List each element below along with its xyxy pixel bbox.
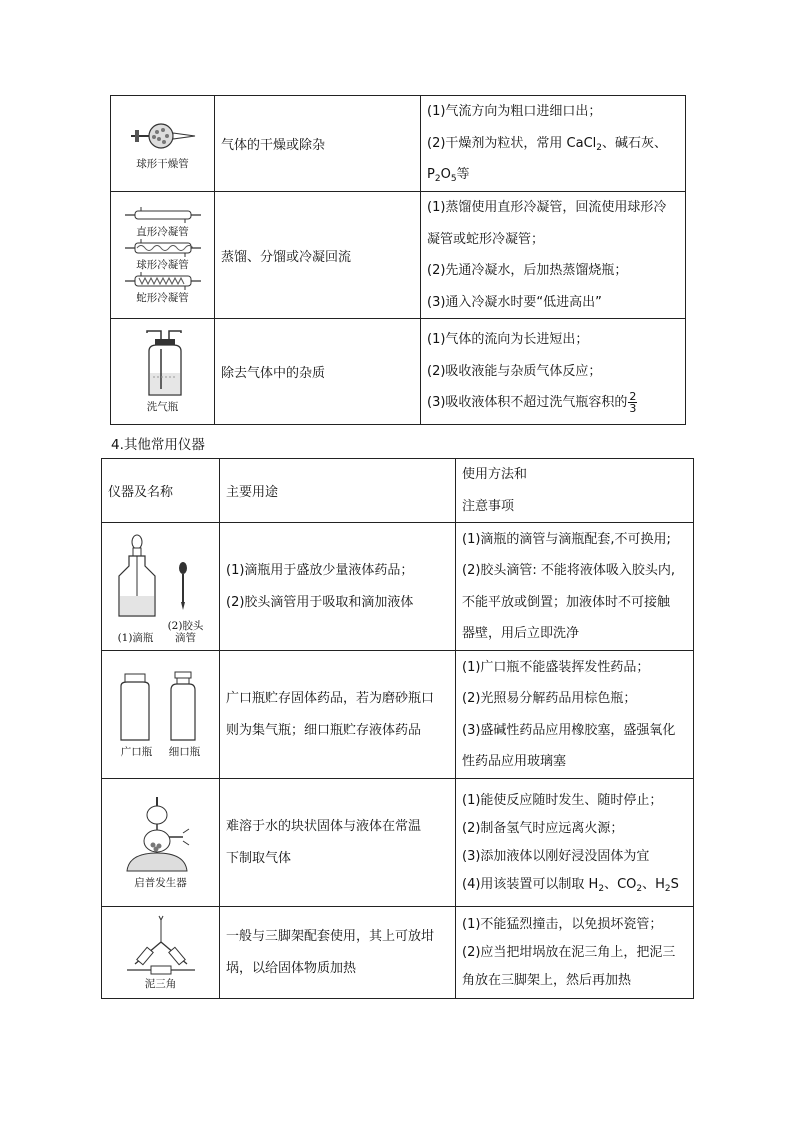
drying-tube-notes: (1)气流方向为粗口进细口出； (2)干燥剂为粒状，常用 CaCl$_2$、碱石灰、 $P_2O_5$等 bbox=[421, 96, 686, 192]
kipp-generator-icon bbox=[121, 795, 201, 875]
kipp-generator-caption: 启普发生器 bbox=[134, 877, 187, 889]
clay-triangle-cell bbox=[102, 907, 220, 999]
gas-washing-bottle-cell bbox=[111, 319, 215, 425]
dropper-bottle-caption: (1)滴瓶 bbox=[117, 631, 154, 644]
dropper-bottle-icon bbox=[111, 530, 211, 620]
bulb-condenser-icon bbox=[123, 239, 203, 257]
condenser-notes: (1)蒸馏使用直形冷凝管，回流使用球形冷 凝管或蛇形冷凝管； (2)先通冷凝水，后加热蒸馏烧瓶； (3)通入冷凝水时要“低进高出” bbox=[421, 192, 686, 319]
table-header-row bbox=[102, 459, 694, 523]
fraction-two-thirds: $\frac{2}{3}$ bbox=[629, 390, 637, 416]
coil-condenser-icon bbox=[123, 272, 203, 290]
table-row bbox=[102, 523, 694, 651]
kipp-generator-cell bbox=[102, 779, 220, 907]
clay-triangle-notes: (1)不能猛烈撞击，以免损坏瓷管； (2)应当把坩埚放在泥三角上，把泥三 角放在三脚架上，然后再加热 bbox=[456, 907, 694, 999]
dropper-caption: (2)胶头 滴管 bbox=[167, 619, 204, 644]
kipp-generator-use: 难溶于水的块状固体与液体在常温 下制取气体 bbox=[220, 779, 456, 907]
section-title: 4.其他常用仪器 bbox=[111, 437, 205, 453]
drying-tube-use: 气体的干燥或除杂 bbox=[215, 96, 421, 192]
header-main-use: 主要用途 bbox=[220, 459, 456, 523]
clay-triangle-icon bbox=[121, 914, 201, 976]
bulb-condenser-caption: 球形冷凝管 bbox=[136, 258, 189, 271]
gas-washing-bottle-use: 除去气体中的杂质 bbox=[215, 319, 421, 425]
drying-tube-cell bbox=[111, 96, 215, 192]
reagent-bottles-cell bbox=[102, 651, 220, 779]
condenser-use: 蒸馏、分馏或冷凝回流 bbox=[215, 192, 421, 319]
table-row bbox=[111, 192, 686, 319]
dropper-notes: (1)滴瓶的滴管与滴瓶配套,不可换用; (2)胶头滴管: 不能将液体吸入胶头内, 不能平放或倒置；加液体时不可接触 器壁，用后立即洗净 bbox=[456, 523, 694, 651]
header-instrument-name: 仪器及名称 bbox=[102, 459, 220, 523]
condenser-cell bbox=[111, 192, 215, 319]
table-row bbox=[102, 779, 694, 907]
straight-condenser-icon bbox=[123, 206, 203, 224]
reagent-bottles-notes: (1)广口瓶不能盛装挥发性药品； (2)光照易分解药品用棕色瓶； (3)盛碱性药品应用橡胶塞，盛强氧化 性药品应用玻璃塞 bbox=[456, 651, 694, 779]
coil-condenser-caption: 蛇形冷凝管 bbox=[136, 291, 189, 304]
drying-tube-icon bbox=[123, 116, 203, 156]
gas-washing-bottle-icon bbox=[133, 329, 193, 399]
narrow-mouth-bottle-caption: 细口瓶 bbox=[168, 746, 201, 758]
header-usage-notes: 使用方法和 注意事项 bbox=[456, 459, 694, 523]
table-row bbox=[111, 96, 686, 192]
straight-condenser-caption: 直形冷凝管 bbox=[136, 225, 189, 238]
table-row bbox=[102, 907, 694, 999]
wide-mouth-bottle-caption: 广口瓶 bbox=[120, 746, 153, 758]
instrument-table-2 bbox=[101, 458, 694, 999]
dropper-bottle-cell bbox=[102, 523, 220, 651]
drying-tube-caption: 球形干燥管 bbox=[136, 158, 189, 170]
instrument-table-1 bbox=[110, 95, 686, 425]
gas-washing-bottle-notes: (1)气体的流向为长进短出； (2)吸收液能与杂质气体反应； (3)吸收液体积不超过洗气瓶容积的 $\frac{2}{3}$ bbox=[421, 319, 686, 425]
gas-washing-bottle-caption: 洗气瓶 bbox=[146, 401, 179, 413]
clay-triangle-use: 一般与三脚架配套使用，其上可放坩 埚，以给固体物质加热 bbox=[220, 907, 456, 999]
clay-triangle-caption: 泥三角 bbox=[144, 978, 177, 990]
reagent-bottles-use: 广口瓶贮存固体药品，若为磨砂瓶口 则为集气瓶；细口瓶贮存液体药品 bbox=[220, 651, 456, 779]
table-row bbox=[111, 319, 686, 425]
reagent-bottles-icon bbox=[113, 670, 209, 744]
kipp-generator-notes: (1)能使反应随时发生、随时停止； (2)制备氢气时应远离火源； (3)添加液体以刚好浸没固体为宜 (4)用该装置可以制取 $H_2$、$CO_2$、$H_2S$ bbox=[456, 779, 694, 907]
table-row bbox=[102, 651, 694, 779]
dropper-use: (1)滴瓶用于盛放少量液体药品； (2)胶头滴管用于吸取和滴加液体 bbox=[220, 523, 456, 651]
